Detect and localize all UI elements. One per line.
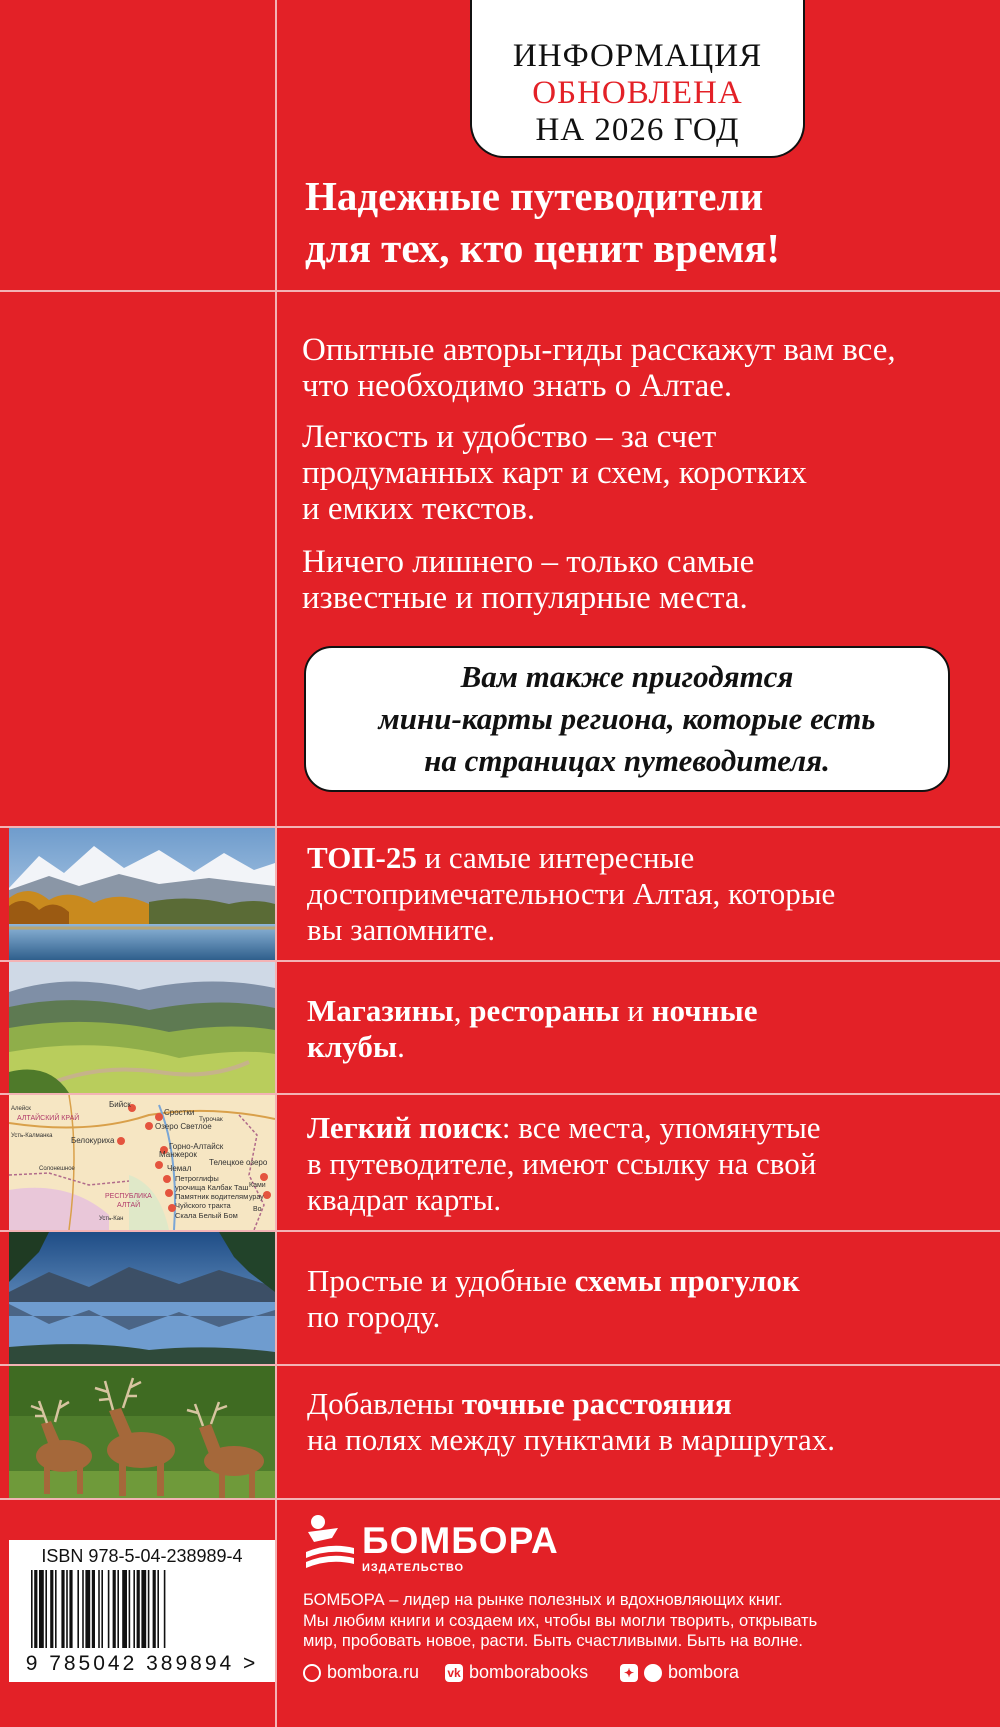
valley-photo: [9, 962, 275, 1093]
barcode-bar: [50, 1570, 53, 1648]
region-map-thumbnail: [9, 1095, 275, 1230]
feature-shops: [307, 993, 977, 1065]
text-line: Легкость и удобство – за счет: [302, 419, 717, 455]
divider-line: [0, 1498, 1000, 1500]
barcode-bar: [61, 1570, 64, 1648]
text-line: продуманных карт и схем, коротких: [302, 455, 807, 491]
barcode-bar: [164, 1570, 166, 1648]
map-label: Горно-Алтайск: [169, 1142, 224, 1151]
barcode-bar: [45, 1570, 47, 1648]
feature-bold: клубы: [307, 1029, 398, 1064]
map-label: Алейск: [11, 1106, 31, 1112]
vk-icon: vk: [445, 1664, 463, 1682]
feature-bold: Магазины: [307, 993, 454, 1028]
badge-line-2: ОБНОВЛЕНА: [532, 75, 743, 111]
paragraph-authors: [302, 332, 992, 404]
feature-text: и: [619, 993, 652, 1028]
website-text: bombora.ru: [327, 1662, 420, 1682]
deer-photo: [9, 1366, 275, 1498]
feature-bold: рестораны: [469, 993, 620, 1028]
feature-easy-search: [307, 1110, 977, 1218]
text-line: что необходимо знать о Алтае.: [302, 368, 733, 404]
barcode-bar: [55, 1570, 57, 1648]
map-label: Памятник водителям: [175, 1192, 249, 1201]
map-label: Телецкое озеро: [209, 1158, 268, 1167]
barcode-bar: [129, 1570, 131, 1648]
barcode-bars: [9, 1570, 275, 1650]
barcode-bar: [101, 1570, 103, 1648]
about-line: Мы любим книги и создаем их, чтобы вы могли творить, открывать: [303, 1611, 818, 1630]
vk-link[interactable]: [445, 1662, 588, 1683]
map-label: Турочак: [199, 1116, 223, 1123]
vertical-divider: [275, 0, 277, 1727]
feature-text: достопримечательности Алтая, которые: [307, 876, 836, 911]
lake-reflection-photo: [9, 1232, 275, 1364]
barcode-bar: [31, 1570, 33, 1648]
barcode-bar: [153, 1570, 156, 1648]
telegram-link[interactable]: [620, 1662, 739, 1683]
note-line: на страницах путеводителя.: [424, 743, 830, 778]
isbn-number: ISBN 978-5-04-238989-4: [41, 1546, 243, 1566]
map-label: Во: [253, 1206, 262, 1213]
map-label: Усть-Калманка: [11, 1133, 53, 1139]
globe-icon: [303, 1664, 321, 1682]
text-line: известные и популярные места.: [302, 580, 748, 616]
updated-info-badge: [470, 0, 805, 158]
map-label: АЛТАЙ: [117, 1202, 141, 1209]
barcode-bar: [92, 1570, 95, 1648]
isbn-barcode: [9, 1540, 275, 1682]
map-label: урау: [249, 1194, 264, 1201]
vk-text: bomborabooks: [469, 1662, 589, 1682]
bombora-logo-icon: [302, 1512, 358, 1572]
telegram-text: bombora: [668, 1662, 740, 1682]
map-label: урочища Калбак Таш: [175, 1183, 249, 1192]
map-label: Белокуриха: [71, 1136, 115, 1145]
telegram-icon: [644, 1664, 662, 1682]
feature-text: и самые интересные: [416, 840, 695, 875]
barcode-bar: [82, 1570, 84, 1648]
text-line: и емких текстов.: [302, 491, 536, 527]
paragraph-nothing-extra: [302, 544, 992, 616]
barcode-bar: [77, 1570, 79, 1648]
feature-top25: [307, 840, 977, 948]
map-label: Ками: [249, 1182, 266, 1189]
isbn-digits: 9 785042 389894 >: [25, 1652, 259, 1675]
barcode-bar: [108, 1570, 110, 1648]
feature-bold: ночные: [651, 993, 758, 1028]
badge-line-1: ИНФОРМАЦИЯ: [512, 38, 763, 74]
feature-text: ,: [453, 993, 470, 1028]
badge-line-3: НА 2026 ГОД: [535, 112, 740, 148]
feature-bold: точные расстояния: [461, 1386, 732, 1421]
star-icon: ✦: [620, 1664, 638, 1682]
map-label: Чуйского тракта: [175, 1201, 231, 1210]
mini-maps-note: [304, 646, 950, 792]
barcode-bar: [69, 1570, 72, 1648]
map-label: АЛТАЙСКИЙ КРАЙ: [17, 1115, 80, 1122]
feature-text: .: [397, 1029, 405, 1064]
publisher-name: БОМБОРА: [362, 1520, 559, 1561]
barcode-bar: [122, 1570, 127, 1648]
barcode-bar: [133, 1570, 135, 1648]
barcode-bar: [148, 1570, 150, 1648]
about-line: мир, пробовать новое, расти. Быть счастливыми. Быть на волне.: [303, 1632, 803, 1650]
website-link[interactable]: [303, 1662, 419, 1683]
barcode-bar: [66, 1570, 68, 1648]
map-label: Петроглифы: [175, 1174, 219, 1183]
feature-walk-schemes: [307, 1263, 977, 1335]
barcode-bar: [141, 1570, 146, 1648]
feature-text: : все места, упомянутые: [501, 1110, 821, 1145]
feature-text: Добавлены: [307, 1386, 462, 1421]
tagline-line-1: Надежные путеводители: [305, 173, 764, 219]
feature-text: квадрат карты.: [307, 1182, 502, 1217]
map-label: РЕСПУБЛИКА: [105, 1193, 152, 1200]
publisher-about: [303, 1590, 993, 1652]
feature-bold: Легкий поиск: [307, 1110, 502, 1145]
map-label: Чемал: [167, 1164, 192, 1173]
map-label: Манжерок: [159, 1150, 197, 1159]
tagline-line-2: для тех, кто ценит время!: [305, 225, 781, 271]
feature-text: в путеводителе, имеют ссылку на свой: [307, 1146, 817, 1181]
note-line: мини-карты региона, которые есть: [378, 701, 876, 736]
mountain-lake-photo: [9, 828, 275, 960]
map-label: Скала Белый Бом: [175, 1211, 238, 1220]
map-label: Озеро Светлое: [155, 1122, 212, 1131]
feature-bold: ТОП-25: [307, 840, 417, 875]
text-line: Ничего лишнего – только самые: [302, 544, 755, 580]
publisher-subtitle: ИЗДАТЕЛЬСТВО: [362, 1562, 465, 1574]
map-label: Солонешное: [39, 1166, 75, 1172]
tagline: [305, 170, 985, 274]
barcode-bar: [137, 1570, 140, 1648]
feature-text: вы запомните.: [307, 912, 496, 947]
barcode-bar: [34, 1570, 37, 1648]
text-line: Опытные авторы-гиды расскажут вам все,: [302, 332, 896, 368]
barcode-bar: [113, 1570, 116, 1648]
barcode-bar: [39, 1570, 44, 1648]
note-line: Вам также пригодятся: [460, 659, 794, 694]
map-label: Сростки: [164, 1108, 195, 1117]
feature-text: на полях между пунктами в маршрутах.: [307, 1422, 835, 1457]
feature-bold: схемы прогулок: [574, 1263, 800, 1298]
paragraph-ease: [302, 419, 992, 527]
barcode-bar: [98, 1570, 100, 1648]
divider-line: [0, 290, 1000, 292]
barcode-bar: [117, 1570, 119, 1648]
map-label: Бийск: [109, 1100, 131, 1109]
map-label: Усть-Кан: [99, 1216, 124, 1222]
feature-distances: [307, 1386, 977, 1458]
barcode-bar: [85, 1570, 90, 1648]
barcode-bar: [157, 1570, 159, 1648]
about-line: БОМБОРА – лидер на рынке полезных и вдохновляющих книг.: [303, 1591, 783, 1609]
feature-text: Простые и удобные: [307, 1263, 575, 1298]
feature-text: по городу.: [307, 1299, 441, 1334]
